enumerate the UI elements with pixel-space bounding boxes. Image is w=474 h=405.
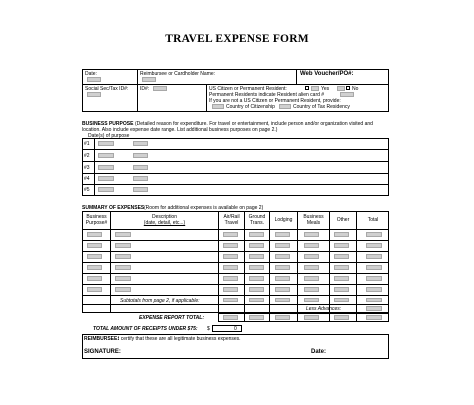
description-field[interactable] [115,232,131,237]
other-field[interactable] [334,287,349,292]
business-purpose-instruction: (Detailed reason for expenditure. For travel or entertainment, include person and/or organization visited and location. Also include expense date range. List additional business purposes on page 2.) [82,121,373,133]
other-field[interactable] [334,276,349,281]
purpose-number-field[interactable] [87,265,102,270]
receipts-total-field[interactable] [212,325,242,332]
purpose-row-number: #5 [84,187,90,193]
total-field [366,276,382,281]
col-other: Other [336,217,350,223]
voucher-label: Web Voucher/PO#: [300,71,354,77]
summary-instruction: (Room for additional expenses is available on page 2) [144,205,264,211]
purpose-row-number: #4 [84,176,90,182]
subtotal-lodging-field[interactable] [275,298,290,302]
receipts-dollar: $ [207,326,210,332]
total-field [366,254,382,259]
col-air-rail: Air/Rail Travel [223,214,240,226]
certify-statement: I certify that these are all legitimate business expenses. [118,336,241,342]
other-field[interactable] [334,243,349,248]
date-label: Date: [85,71,97,77]
col-lodging: Lodging [274,217,293,223]
purpose-row-number: #1 [84,141,90,147]
description-field[interactable] [115,254,131,259]
business-meals-field[interactable] [304,243,319,248]
lodging-field[interactable] [275,232,290,237]
purpose-text-field[interactable] [133,165,148,170]
purpose-date-field[interactable] [98,176,114,181]
yes-checkbox[interactable] [305,86,309,90]
alien-card-field[interactable] [340,92,354,97]
purpose-text-field[interactable] [133,176,148,181]
business-meals-field[interactable] [304,254,319,259]
yes-label: Yes [321,86,330,92]
purpose-date-field[interactable] [98,141,114,146]
receipts-total-label: TOTAL AMOUNT OF RECEIPTS UNDER $75: [93,326,198,332]
air-rail-field[interactable] [223,232,238,237]
purpose-number-field[interactable] [87,243,102,248]
ground-trans-field[interactable] [249,254,264,259]
description-field[interactable] [115,265,131,270]
dates-of-purpose-label: Date(s) of purpose [88,133,130,139]
subtotal-total-field[interactable] [366,298,382,302]
signature-label: SIGNATURE: [84,349,121,355]
citizenship-field[interactable] [212,104,224,109]
lodging-field[interactable] [275,276,290,281]
col-ground: Ground Trans. [248,214,266,226]
no-checkbox[interactable] [346,86,350,90]
subtotal-air-rail-field[interactable] [223,298,238,302]
less-advances-field[interactable] [366,306,382,311]
purpose-number-field[interactable] [87,287,102,292]
description-field[interactable] [115,276,131,281]
purpose-text-field[interactable] [133,153,148,158]
id-label: ID#: [140,86,150,92]
alien-card-label: Permanent Residents indicate Resident alien card # [209,92,325,98]
air-rail-field[interactable] [223,243,238,248]
subtotal-other-field[interactable] [334,298,349,302]
reimbursee-field[interactable] [142,77,156,82]
col-business-purpose: Business Purpose# [85,214,108,226]
description-field[interactable] [115,287,131,292]
ground-trans-field[interactable] [249,276,264,281]
purpose-number-field[interactable] [87,232,102,237]
other-field[interactable] [334,232,349,237]
subtotals-label: Subtotals from page 2, if applicable: [120,298,200,304]
report-total-other [334,315,349,320]
receipts-total-value: 0 [234,326,237,332]
ground-trans-field[interactable] [249,287,264,292]
ssn-label: Social Sec/Tax ID#: [85,86,129,92]
business-purpose-table [82,138,389,196]
total-field [366,287,382,292]
other-field[interactable] [334,265,349,270]
tax-residency-field[interactable] [279,104,291,109]
subtotal-ground-trans-field[interactable] [249,298,264,302]
business-purpose-heading: BUSINESS PURPOSE [82,121,134,127]
ssn-field[interactable] [87,92,101,97]
report-total-meals [304,315,319,320]
ground-trans-field[interactable] [249,265,264,270]
purpose-row-number: #3 [84,165,90,171]
air-rail-field[interactable] [223,265,238,270]
purpose-text-field[interactable] [133,187,148,192]
business-meals-field[interactable] [304,276,319,281]
purpose-row-number: #2 [84,153,90,159]
purpose-date-field[interactable] [98,165,114,170]
citizenship-label: Country of Citizenship [226,104,275,110]
report-total-grand [366,315,382,320]
date-field[interactable] [87,77,101,82]
lodging-field[interactable] [275,265,290,270]
other-field[interactable] [334,254,349,259]
ground-trans-field[interactable] [249,243,264,248]
signature-date-label: Date: [311,349,327,355]
purpose-number-field[interactable] [87,276,102,281]
air-rail-field[interactable] [223,287,238,292]
business-meals-field[interactable] [304,232,319,237]
reimbursee-footer-label: REIMBURSEE: [84,336,120,342]
report-total-ground [249,315,264,320]
report-total-air [223,315,238,320]
lodging-field[interactable] [275,254,290,259]
summary-heading: SUMMARY OF EXPENSES [82,205,145,211]
form-title: TRAVEL EXPENSE FORM [165,33,309,45]
lodging-field[interactable] [275,287,290,292]
total-field [366,265,382,270]
no-label: No [352,86,359,92]
report-total-lodging [275,315,290,320]
reimbursee-label: Reimbursee or Cardholder Name: [140,71,216,77]
business-meals-field[interactable] [304,265,319,270]
yes-shade [311,86,319,91]
col-description: Description (date, detail, etc...) [143,214,186,226]
ground-trans-field[interactable] [249,232,264,237]
description-field[interactable] [115,243,131,248]
us-citizen-label: US Citizen or Permanent Resident: [209,86,287,92]
purpose-date-field[interactable] [98,187,114,192]
air-rail-field[interactable] [223,276,238,281]
less-advances-label: Less Advances: [306,306,342,312]
business-meals-field[interactable] [304,287,319,292]
total-field [366,232,382,237]
purpose-number-field[interactable] [87,254,102,259]
report-total-label: EXPENSE REPORT TOTAL: [139,315,205,321]
col-business-meals: Business Meals [303,214,324,226]
id-field[interactable] [153,86,167,91]
air-rail-field[interactable] [223,254,238,259]
not-citizen-label: If you are not a US Citizen or Permanent Resident, provide: [209,98,341,104]
col-total: Total [367,217,379,223]
lodging-field[interactable] [275,243,290,248]
no-shade [337,86,345,91]
tax-residency-label: Country of Tax Residency [293,104,350,110]
purpose-text-field[interactable] [133,141,148,146]
total-field [366,243,382,248]
purpose-date-field[interactable] [98,153,114,158]
subtotal-business-meals-field[interactable] [304,298,319,302]
